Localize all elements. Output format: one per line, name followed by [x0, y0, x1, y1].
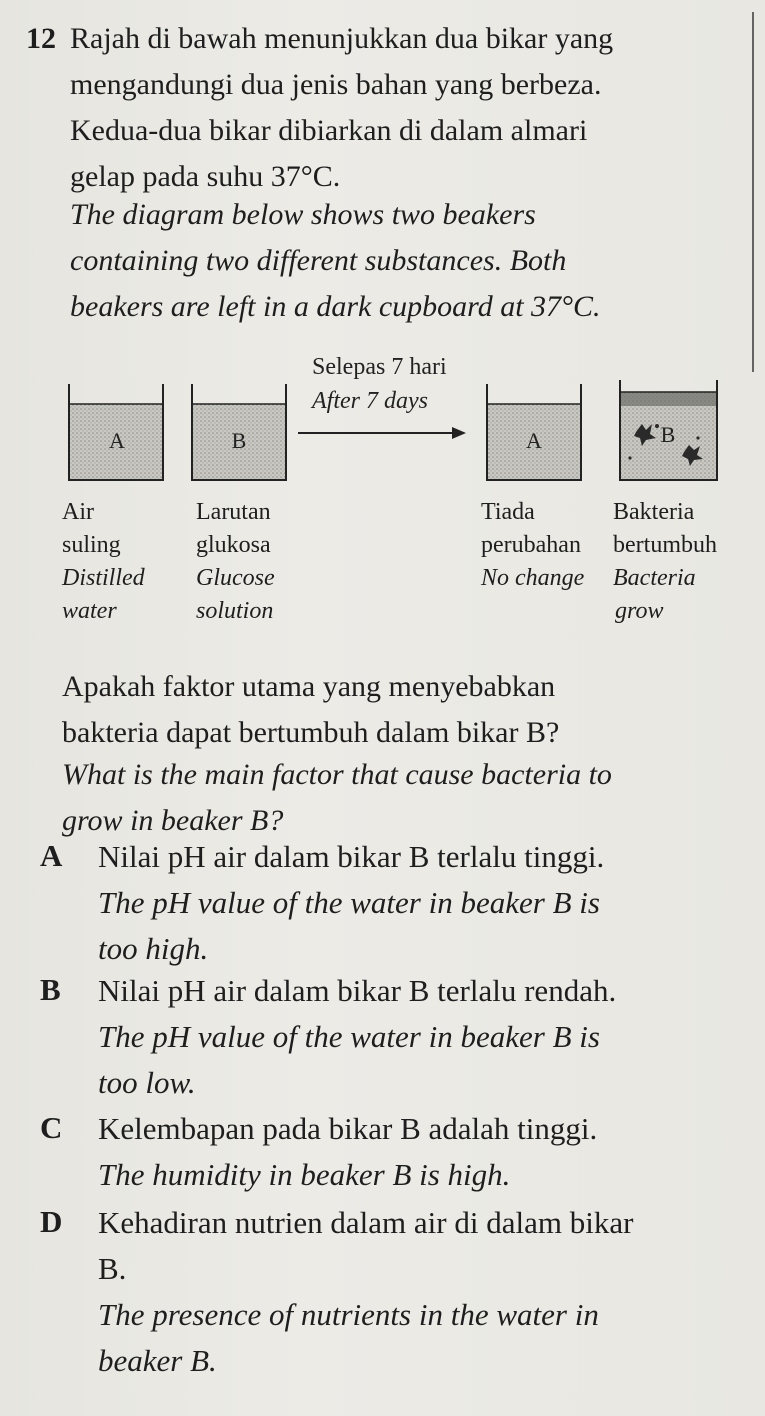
- prompt-english: [62, 752, 732, 844]
- option-b[interactable]: [98, 968, 738, 1106]
- option-text-english: too low.: [98, 1065, 196, 1100]
- caption-line: Larutan: [196, 499, 271, 525]
- caption-no-change: [481, 496, 584, 595]
- beaker-letter: B: [231, 428, 247, 453]
- caption-line: Bacteria: [613, 565, 696, 591]
- option-text-malay: Kehadiran nutrien dalam air di dalam bikar: [98, 1205, 634, 1240]
- option-d[interactable]: [98, 1200, 738, 1384]
- beaker-diagram: [0, 340, 765, 490]
- caption-line: suling: [62, 532, 121, 558]
- time-arrow: [298, 354, 466, 439]
- question-number: 12: [26, 22, 56, 55]
- option-d-letter[interactable]: D: [40, 1204, 63, 1239]
- caption-line: Air: [62, 499, 94, 525]
- stem-line: mengandungi dua jenis bahan yang berbeza.: [70, 68, 602, 101]
- beaker-letter: A: [526, 428, 542, 453]
- option-text-english: too high.: [98, 931, 209, 966]
- prompt-line: bakteria dapat bertumbuh dalam bikar B?: [62, 716, 560, 749]
- caption-bacteria-grow: [613, 496, 717, 628]
- beaker-a-after: [487, 384, 581, 480]
- stem-line: Kedua-dua bikar dibiarkan di dalam almari: [70, 114, 588, 147]
- stem-line: The diagram below shows two beakers: [70, 198, 536, 231]
- option-text-english: The pH value of the water in beaker B is: [98, 1019, 600, 1054]
- caption-line: perubahan: [481, 532, 581, 558]
- stem-line: beakers are left in a dark cupboard at 37°C.: [70, 290, 601, 323]
- option-text-english: The humidity in beaker B is high.: [98, 1157, 511, 1192]
- stem-line: Rajah di bawah menunjukkan dua bikar yang: [70, 22, 614, 55]
- beaker-letter: A: [109, 428, 125, 453]
- beaker-letter: B: [660, 422, 676, 447]
- option-text-malay: Nilai pH air dalam bikar B terlalu rendah.: [98, 973, 617, 1008]
- caption-line: solution: [196, 598, 274, 624]
- beaker-b-before: [192, 384, 286, 480]
- caption-line: grow: [615, 598, 664, 624]
- option-c-letter[interactable]: C: [40, 1110, 63, 1145]
- option-a-letter[interactable]: A: [40, 838, 63, 873]
- prompt-line: What is the main factor that cause bacteria to: [62, 758, 612, 791]
- arrow-label-malay: Selepas 7 hari: [312, 354, 447, 380]
- caption-distilled-water: [62, 496, 145, 628]
- caption-line: Glucose: [196, 565, 275, 591]
- prompt-malay: [62, 664, 732, 756]
- beaker-b-after: [620, 380, 717, 480]
- prompt-line: Apakah faktor utama yang menyebabkan: [62, 670, 556, 703]
- beaker-a-before: [69, 384, 163, 480]
- caption-glucose-solution: [196, 496, 275, 628]
- question-stem-malay: [70, 16, 730, 200]
- caption-line: No change: [481, 565, 585, 591]
- arrow-label-english: After 7 days: [312, 388, 428, 414]
- option-text-english: beaker B.: [98, 1343, 217, 1378]
- option-a[interactable]: [98, 834, 738, 972]
- option-text-english: The pH value of the water in beaker B is: [98, 885, 600, 920]
- caption-line: Bakteria: [613, 499, 695, 525]
- option-b-letter[interactable]: B: [40, 972, 61, 1007]
- caption-line: Distilled: [62, 565, 145, 591]
- option-text-english: The presence of nutrients in the water in: [98, 1297, 599, 1332]
- caption-line: glukosa: [196, 532, 271, 558]
- stem-line: containing two different substances. Both: [70, 244, 567, 277]
- page-edge-line: [752, 12, 754, 372]
- prompt-line: grow in beaker B?: [62, 804, 284, 837]
- stem-line: gelap pada suhu 37°C.: [70, 160, 341, 193]
- caption-line: water: [62, 598, 117, 624]
- question-stem-english: [70, 192, 730, 330]
- option-c[interactable]: [98, 1106, 738, 1198]
- option-text-malay: Kelembapan pada bikar B adalah tinggi.: [98, 1111, 598, 1146]
- option-text-malay: Nilai pH air dalam bikar B terlalu tinggi.: [98, 839, 605, 874]
- option-text-malay: B.: [98, 1251, 127, 1286]
- caption-line: bertumbuh: [613, 532, 717, 558]
- caption-line: Tiada: [481, 499, 535, 525]
- arrow-head-icon: [452, 427, 466, 439]
